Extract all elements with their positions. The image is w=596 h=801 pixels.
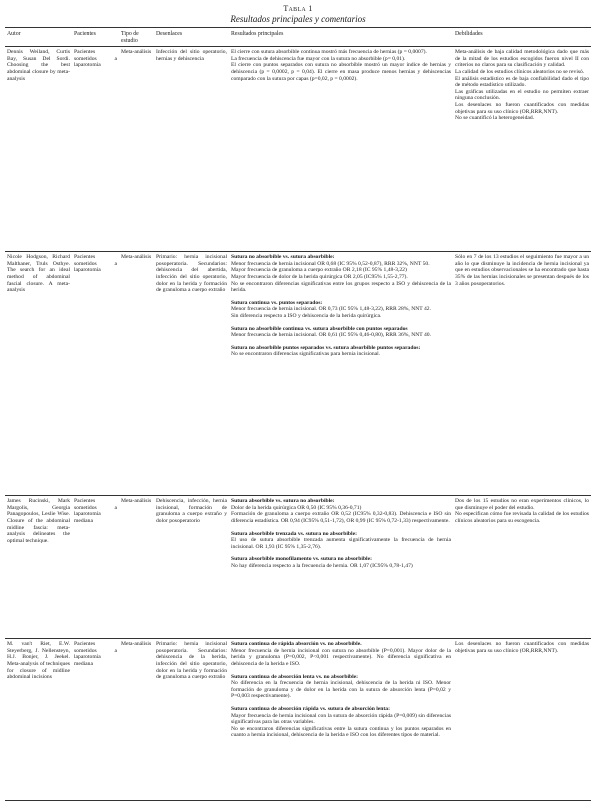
col-header-tipo: Tipo de estudio — [119, 28, 154, 47]
result-heading: Sutura continua de rápida absorción vs. no absorbible. — [231, 641, 362, 648]
author-cell: M. van't Riet, E.W. Steyerberg, J. Nellensteyn, H.J. Bonjer, J. Jeekel. Meta-analysis of techniques for closure of midline abdominal incisions — [5, 639, 72, 801]
col-header-pacientes: Pacientes — [72, 28, 119, 47]
result-block — [231, 556, 451, 569]
weakness-line: Sólo en 7 de los 13 estudios el seguimiento fue mayor a un año lo que disminuye la incidencia de hernia incisional ya que en estudios observacionales se ha encontrado que hasta 35% de las hernias incisionales se presentan después de los 3 años posoperatorios. — [455, 254, 589, 287]
result-block — [231, 641, 451, 667]
result-block — [231, 531, 451, 551]
results-cell — [229, 639, 453, 801]
weakness-line: La calidad de los estudios clínicos aleatorios no se revisó. — [455, 68, 585, 75]
result-line: No diferencia en la frecuencia de hernia incisional, dehiscencia de la herida ni ISO. Menor formación de granuloma y de dolor en la herida con la sutura de absorción lenta (P=0,02 y P=0,003 respectivamente). — [231, 680, 451, 700]
result-heading: Sutura continua de absorción rápida vs. sutura de absorción lenta: — [231, 705, 390, 712]
results-cell — [229, 47, 453, 252]
weaknesses-cell — [453, 47, 591, 252]
result-line: Menor frecuencia de hernia incisional. OR 0,61 (IC 95% 0,46-0,80), RRR 36%, NNT 40. — [231, 332, 431, 339]
author-cell: James Rucinski, Mark Margolis, Georgia Panagopoulos, Leslie Wise. Closure of the abdominal midline fascia: meta-analysis delineates the optimal technique. — [5, 496, 72, 639]
result-line: Menor frecuencia de hernia incisional con sutura no absorbible (P=0,001). Mayor dolor de la herida y granuloma (P=0,002, P<0,001 respectivamente). No diferencia significativa en dehiscencia de la herida e ISO. — [231, 647, 451, 667]
result-block — [231, 49, 451, 82]
result-line: Formación de granuloma a cuerpo extraño OR 0,52 (IC95% 0,32-0,83). Dehiscencia e ISO sin diferencia estadística. OR 0,94 (IC95% 0,51-1,72), OR 0,99 (IC 95% 0,72-1,33) respectivamente. — [231, 511, 451, 524]
col-header-resultados: Resultados principales — [229, 28, 453, 47]
weakness-line: El análisis estadístico es de baja confiabilidad dado el tipo de método estadístico utilizado. — [455, 75, 589, 89]
result-heading: Sutura no absorbible vs. sutura absorbible: — [231, 254, 335, 261]
result-line: El uso de sutura absorbible trenzada aumenta significativamente la frecuencia de hernia incisional. OR 1,93 (IC 95% 1,35-2,76). — [231, 537, 451, 550]
results-cell — [229, 252, 453, 496]
result-line: Dolor de la herida quirúrgica OR 0,50 (IC 95% 0,36-0,71) — [231, 504, 362, 511]
result-block — [231, 498, 451, 524]
study-type-cell: Meta-análisis — [119, 252, 154, 496]
weakness-line: Meta-análisis de baja calidad metodológica dado que más de la mitad de los estudios escogidos fueron nivel II con criterios no claros para su clasificación y calidad. — [455, 49, 589, 69]
weakness-line: Los desenlaces no fueron cuantificados con medidas objetivas para su uso clínico (OR,RRR,NNT). — [455, 101, 589, 115]
weakness-line: Las gráficas utilizadas en el estudio no permiten extraer ninguna conclusión. — [455, 88, 589, 102]
outcomes-cell: Dehiscencia, infección, hernia incisional, formación de granuloma a cuerpo extraño y dolor posoperatorio — [154, 496, 229, 639]
weakness-line: No especifican cómo fue revisada la calidad de los estudios clínicos aleatorios para su escogencia. — [455, 511, 589, 524]
result-line: Mayor frecuencia de granuloma a cuerpo extraño OR 2,18 (IC 95% 1,48-3,22) — [231, 267, 407, 274]
patients-cell: Pacientes sometidos a laparotomía — [72, 252, 119, 496]
result-line: La frecuencia de dehiscencia fue mayor con la sutura no absorbible (p= 0,01). — [231, 55, 406, 62]
outcomes-cell: Infección del sitio operatorio, hernias y dehiscencia — [154, 47, 229, 252]
result-heading: Sutura absorbible trenzada vs. sutura no absorbible: — [231, 530, 357, 537]
table-title: Resultados principales y comentarios — [230, 14, 366, 24]
author-cell: Dennis Weiland, Curtis Bay, Susan Del Sordi. Choosing the best abdominal closure by meta-analysis — [5, 47, 72, 252]
results-table — [5, 27, 591, 801]
result-line: No se encontraron diferencias significativas entre los grupos respecto a ISO y dehiscencia de la herida. — [231, 280, 451, 294]
weakness-line: Dos de los 15 estudios no eran experimentos clínicos, lo que disminuye el poder del estudio. — [455, 498, 589, 511]
result-heading: Sutura no absorbible continua vs. sutura absorbible con puntos separados — [231, 325, 408, 332]
result-block — [231, 254, 451, 294]
result-heading: Sutura absorbible monofilamento vs. sutura no absorbible: — [231, 556, 372, 563]
outcomes-cell: Primario: hernia incisional posoperatoria. Secundarios: dehiscencia del abertida, infección del sitio operatorio, dolor en la herida y formación de granuloma a cuerpo extraño — [154, 252, 229, 496]
study-type-cell: Meta-análisis — [119, 47, 154, 252]
patients-cell: Pacientes sometidos a laparotomía mediana — [72, 496, 119, 639]
result-heading: Sutura absorbible vs. sutura no absorbible: — [231, 498, 335, 505]
result-block — [231, 674, 451, 700]
result-heading: Sutura continua vs. puntos separados: — [231, 299, 323, 306]
result-line: Menor frecuencia de hernia incisional OR 0,68 (IC 95% 0,52-0,87), RRR 32%, NNT 50. — [231, 260, 430, 267]
patients-cell: Pacientes sometidos a laparotomía — [72, 47, 119, 252]
result-block — [231, 345, 451, 358]
author-cell: Nicole Hodgson, Richard Malthaner, Truls Osthye. The search for an ideal method of abdominal fascial closure. A meta-analysis — [5, 252, 72, 496]
table-row — [5, 252, 591, 496]
table-row — [5, 47, 591, 252]
study-type-cell: Meta-análisis — [119, 639, 154, 801]
result-heading: Sutura no absorbible puntos separados vs. sutura absorbible puntos separados: — [231, 344, 421, 351]
study-type-cell: Meta-análisis — [119, 496, 154, 639]
result-line: Sin diferencia respecto a ISO y dehiscencia de la herida quirúrgica. — [231, 312, 382, 319]
col-header-autor: Autor — [5, 28, 72, 47]
result-line: No hay diferencia respecto a la frecuencia de hernia. OR 1,07 (IC95% 0,78-1,47) — [231, 562, 413, 569]
table-label: Tabla 1 — [283, 4, 313, 13]
weakness-line: No se cuantificó la heterogeneidad. — [455, 115, 535, 122]
result-line: Mayor frecuencia de hernia incisional con la sutura de absorción rápida (P=0,009) sin diferencias significativas para las otras variables. — [231, 712, 451, 726]
result-line: Mayor frecuencia de dolor de la herida quirúrgica OR 2,05 (IC95% 1,55-2,77). — [231, 273, 408, 280]
table-row — [5, 496, 591, 639]
result-line: El cierre con sutura absorbible continua mostró más frecuencia de hernias (p = 0,0007). — [231, 49, 427, 56]
weaknesses-cell — [453, 639, 591, 801]
result-line: Menor frecuencia de hernia incisional. OR 0,73 (IC 95% 1,48-3,22), RRR 28%, NNT 42. — [231, 306, 431, 313]
weaknesses-cell — [453, 252, 591, 496]
result-heading: Sutura continua de absorción lenta vs. no absorbible: — [231, 673, 359, 680]
result-line: No se encontraron diferencias significativas entre la sutura continua y los puntos separados en cuanto a hernia incisional, dehiscencia de la herida e ISO con los diferentes tipos de material. — [231, 725, 451, 739]
result-block — [231, 706, 451, 739]
patients-cell: Pacientes sometidos a laparotomía mediana — [72, 639, 119, 801]
table-row — [5, 639, 591, 801]
result-line: No se encontraron diferencias significativas para hernia incisional. — [231, 351, 381, 358]
col-header-debilidades: Debilidades — [453, 28, 591, 47]
col-header-desenlaces: Desenlaces — [154, 28, 229, 47]
weakness-line: Los desenlaces no fueron cuantificados con medidas objetivas para su uso clínico (OR,RRR,NNT). — [455, 641, 589, 654]
result-block — [231, 300, 451, 320]
results-cell — [229, 496, 453, 639]
result-block — [231, 326, 451, 339]
header-row — [5, 28, 591, 47]
table-body — [5, 47, 591, 801]
outcomes-cell: Primario: hernia incisional posoperatoria. Secundarios: dehiscencia de la herida, infección del sitio operatorio, dolor en la herida y formación de granuloma a cuerpo extraño — [154, 639, 229, 801]
result-line: El cierre con puntos separados con sutura no absorbible mostró un mayor índice de hernias y dehiscencia (p = 0,0002, p = 0,04). El cierre en masa produce menos hernias y dehiscencias comparado con la sutura por capas (p=0,02, p = 0,0002). — [231, 62, 451, 82]
weaknesses-cell — [453, 496, 591, 639]
